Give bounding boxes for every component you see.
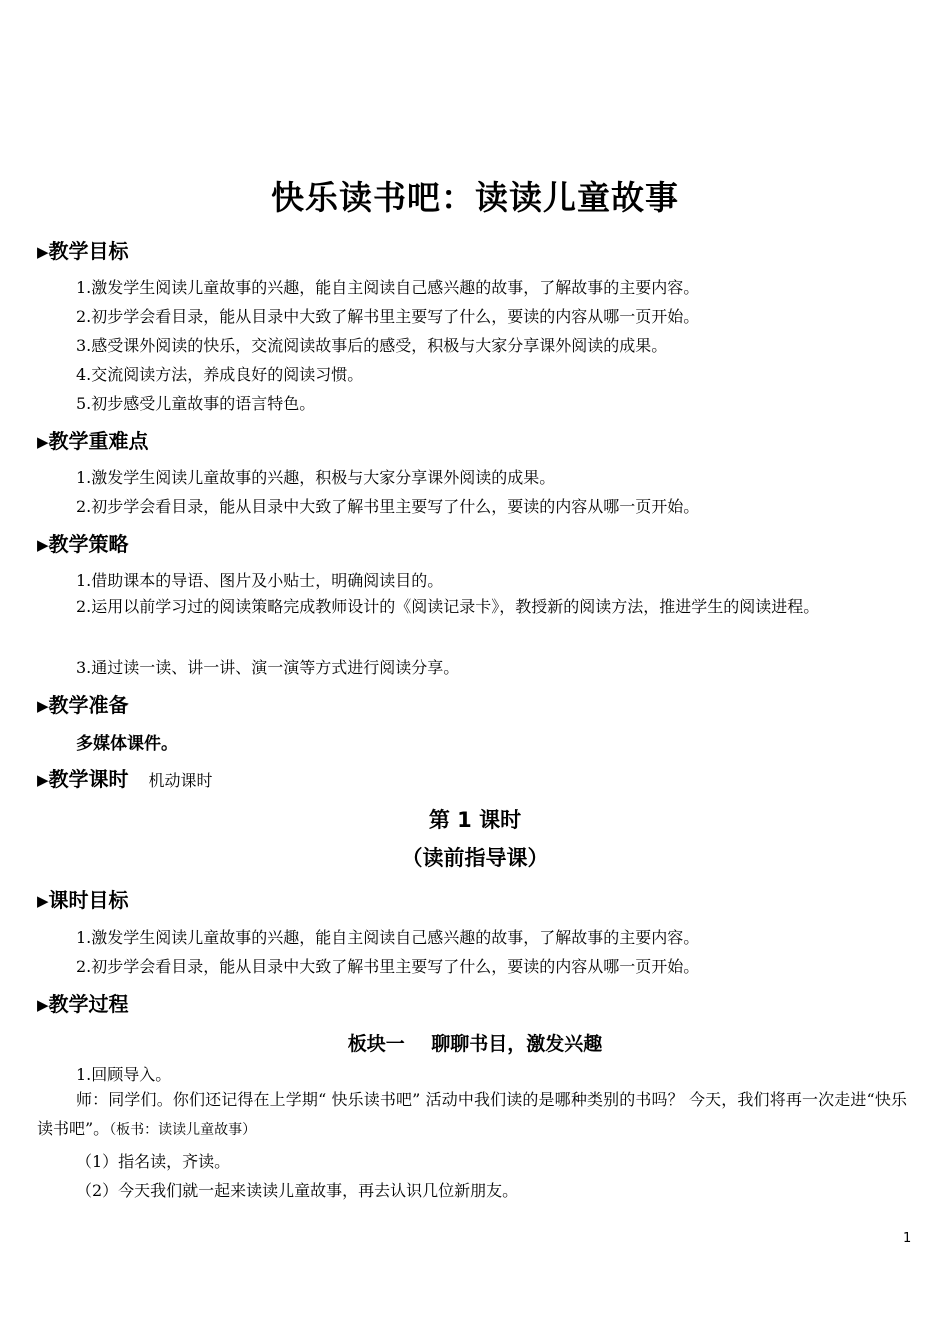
page-title: 快乐读书吧：读读儿童故事 [271, 178, 679, 217]
step-heading: 1.回顾导入。 [76, 1065, 172, 1084]
triangle-marker-icon: ▶ [37, 996, 49, 1014]
list-item: 2.运用以前学习过的阅读策略完成教师设计的《阅读记录卡》，教授新的阅读方法，推进学生的阅读进程。 [76, 597, 820, 616]
lesson-subtitle: （读前指导课） [401, 846, 549, 870]
board-note: （板书：读读儿童故事） [109, 1122, 257, 1138]
list-item: 1.借助课本的导语、图片及小贴士，明确阅读目的。 [76, 571, 444, 590]
list-item: 1.激发学生阅读儿童故事的兴趣，积极与大家分享课外阅读的成果。 [76, 468, 556, 487]
list-item: 1.激发学生阅读儿童故事的兴趣，能自主阅读自己感兴趣的故事，了解故事的主要内容。 [76, 928, 700, 947]
section-heading-goals: ▶教学目标 [37, 239, 129, 263]
section-heading-key-points: ▶教学重难点 [37, 429, 149, 453]
list-item: （2）今天我们就一起来读读儿童故事，再去认识几位新朋友。 [76, 1181, 519, 1200]
list-item: 3.通过读一读、讲一讲、演一演等方式进行阅读分享。 [76, 658, 460, 677]
list-item: 5.初步感受儿童故事的语言特色。 [76, 394, 316, 413]
section-heading-strategy: ▶教学策略 [37, 532, 129, 556]
triangle-marker-icon: ▶ [37, 771, 49, 789]
hours-value: 机动课时 [148, 771, 213, 790]
triangle-marker-icon: ▶ [37, 433, 49, 451]
triangle-marker-icon: ▶ [37, 697, 49, 715]
section-heading-hours: ▶教学课时 机动课时 [37, 767, 213, 791]
triangle-marker-icon: ▶ [37, 892, 49, 910]
triangle-marker-icon: ▶ [37, 243, 49, 261]
list-item: 2.初步学会看目录，能从目录中大致了解书里主要写了什么，要读的内容从哪一页开始。 [76, 957, 700, 976]
lesson-title: 第 1 课时 [428, 808, 522, 832]
triangle-marker-icon: ▶ [37, 536, 49, 554]
section-heading-preparation: ▶教学准备 [37, 693, 129, 717]
section-heading-lesson-goals: ▶课时目标 [37, 888, 129, 912]
block-title: 板块一 聊聊书目，激发兴趣 [347, 1033, 603, 1055]
list-item: （1）指名读，齐读。 [76, 1152, 231, 1171]
preparation-content: 多媒体课件。 [76, 734, 178, 754]
list-item: 4.交流阅读方法，养成良好的阅读习惯。 [76, 365, 364, 384]
page-number: 1 [903, 1231, 912, 1246]
list-item: 1.激发学生阅读儿童故事的兴趣，能自主阅读自己感兴趣的故事，了解故事的主要内容。 [76, 278, 700, 297]
section-heading-process: ▶教学过程 [37, 992, 129, 1016]
list-item: 2.初步学会看目录，能从目录中大致了解书里主要写了什么，要读的内容从哪一页开始。 [76, 307, 700, 326]
list-item: 2.初步学会看目录，能从目录中大致了解书里主要写了什么，要读的内容从哪一页开始。 [76, 497, 700, 516]
list-item: 3.感受课外阅读的快乐，交流阅读故事后的感受，积极与大家分享课外阅读的成果。 [76, 336, 668, 355]
teacher-paragraph: 师：同学们。你们还记得在上学期“ 快乐读书吧” 活动中我们读的是哪种类别的书吗？ 今天，我们将再一次走进“快乐读书吧”。（板书：读读儿童故事） [37, 1090, 907, 1138]
